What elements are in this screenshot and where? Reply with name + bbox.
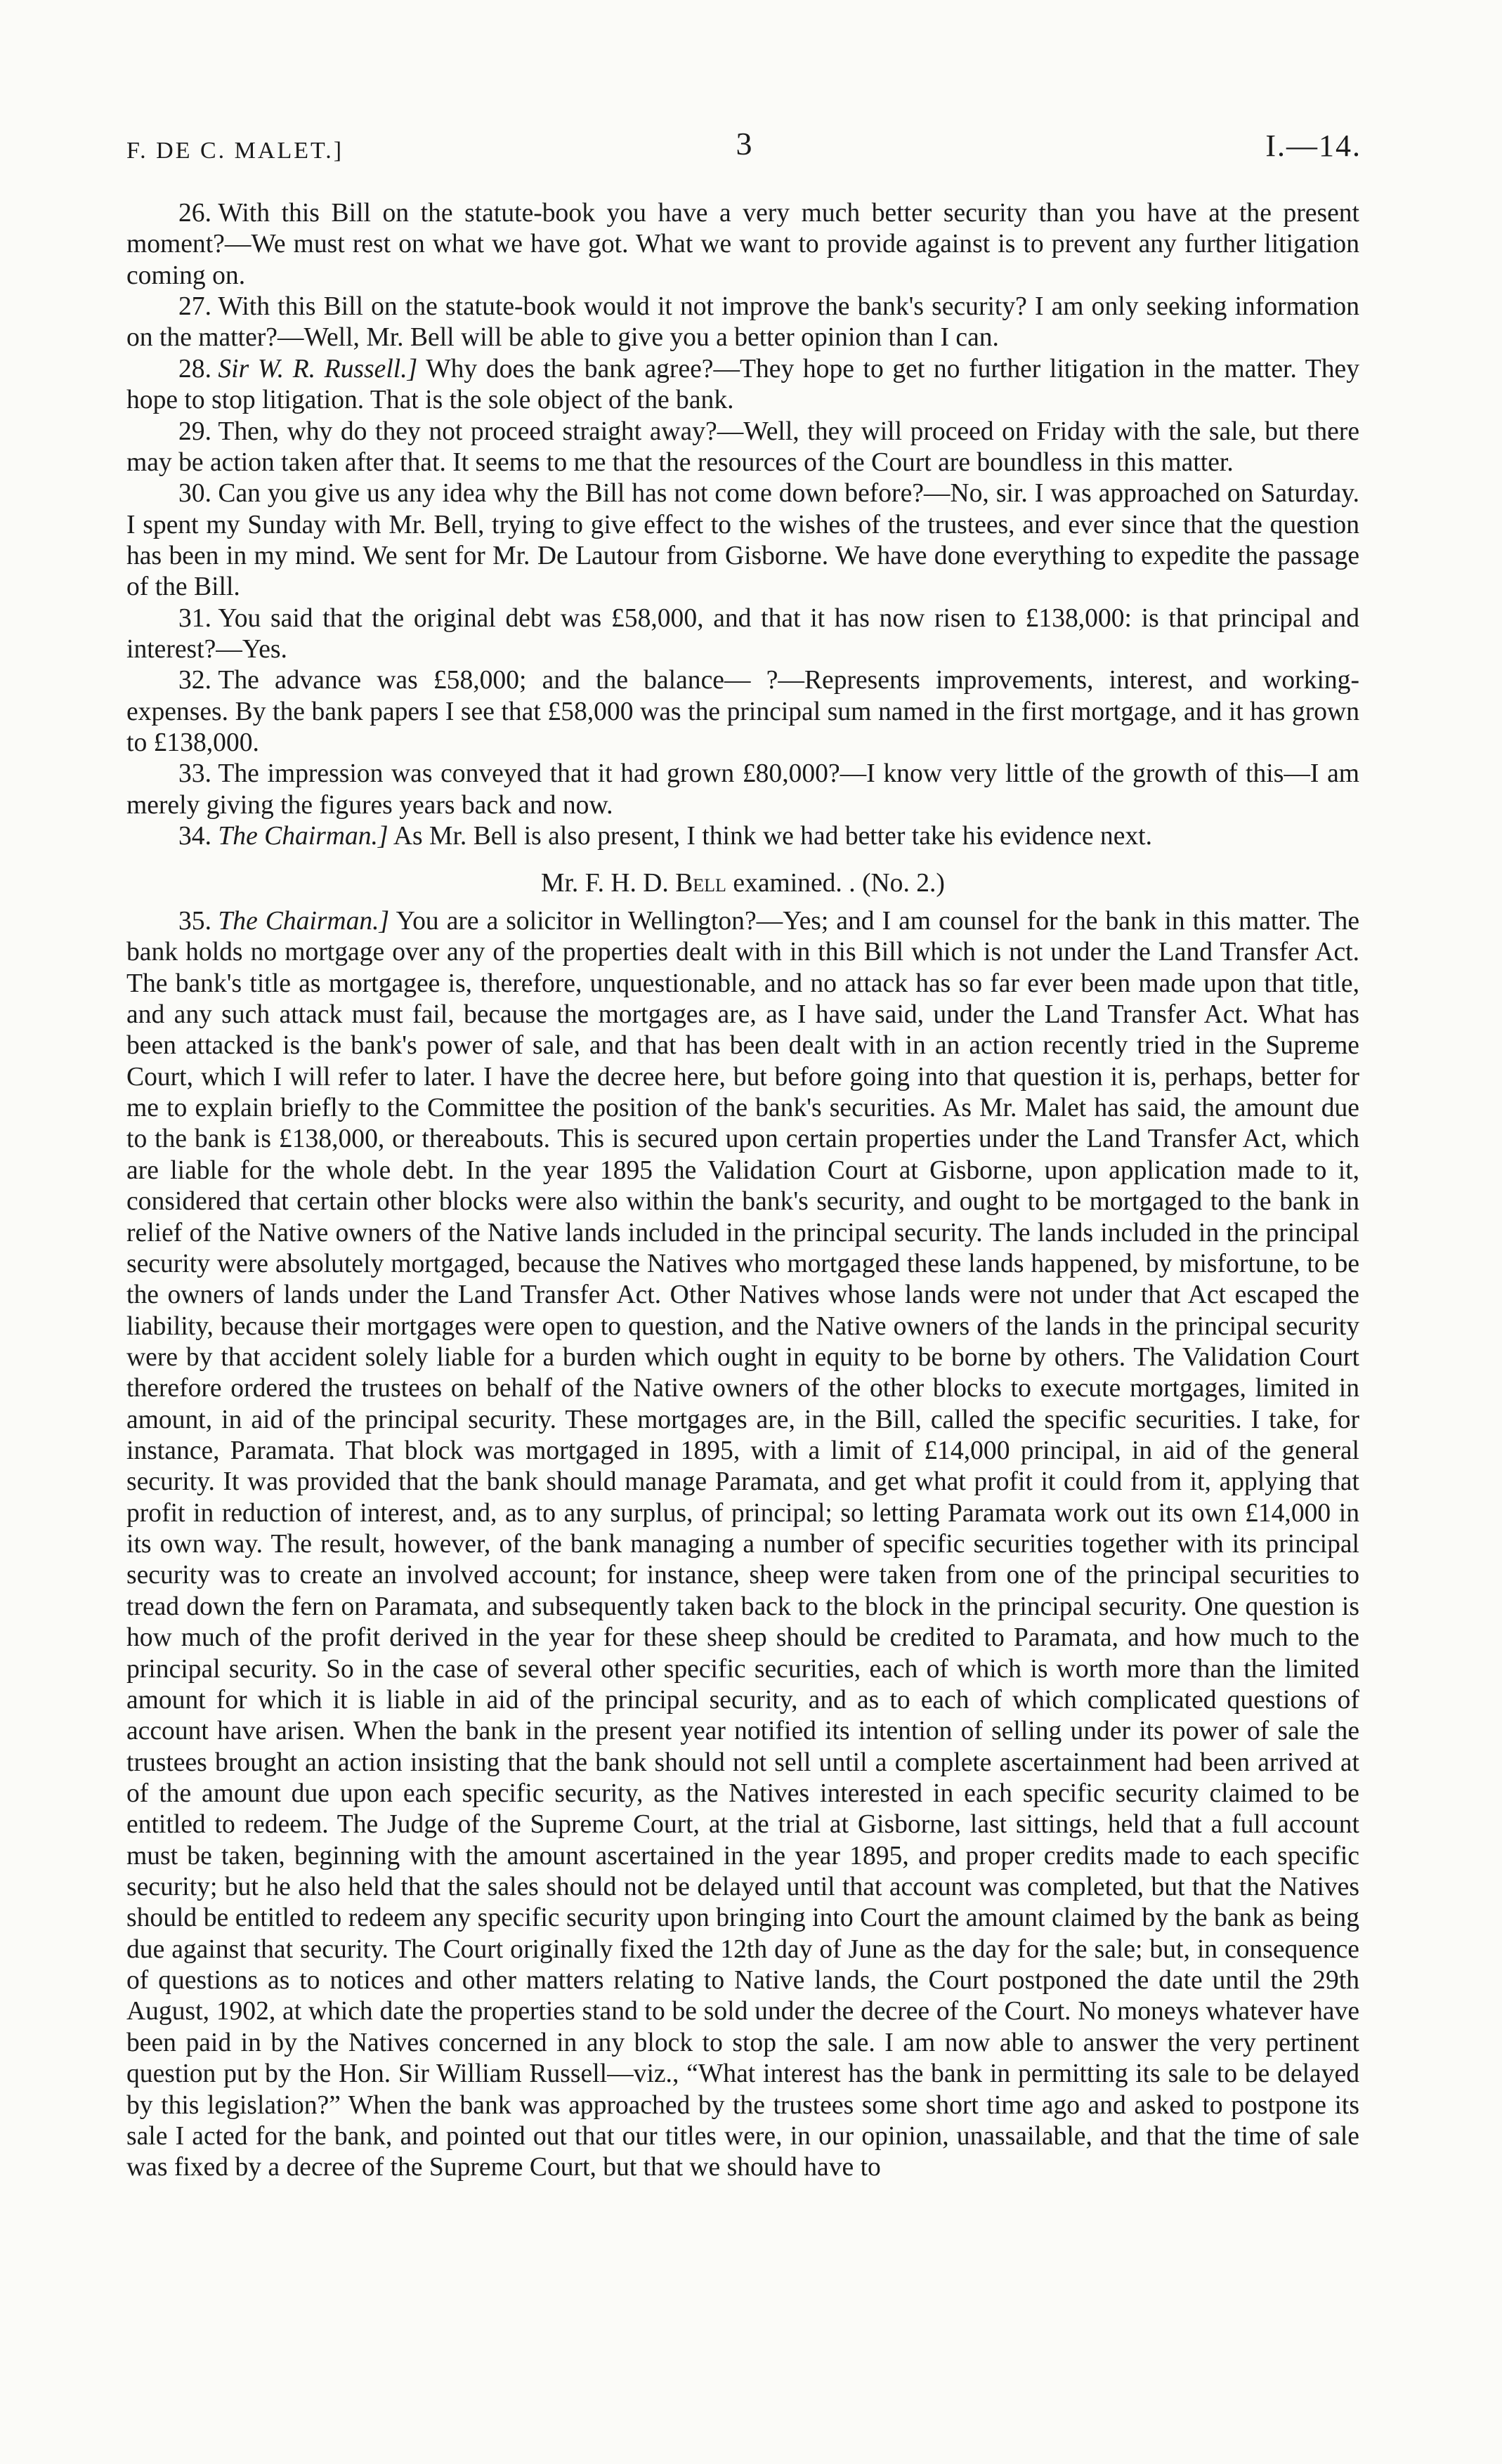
page-number: 3: [736, 126, 752, 162]
paper-reference: I.—14.: [1265, 129, 1361, 163]
speaker-label: The Chairman.]: [218, 822, 388, 851]
question-30: 30. Can you give us any idea why the Bill has not come down before?—No, sir. I was approached on Saturday. I spent my Sunday with Mr. Bell, trying to give effect to the wishes of the trustees, and ever since that the question has been in my mind. We sent for Mr. De Lautour from Gisborne. We have done everything to expedite the passage of the Bill.: [126, 479, 1359, 602]
witness-heading: Mr. F. H. D. Bell examined. . (No. 2.): [541, 868, 945, 898]
question-28: 28. Sir W. R. Russell.] Why does the bank agree?—They hope to get no further litigation in the matter. They hope to stop litigation. That is the sole object of the bank.: [126, 354, 1359, 415]
speaker-label: The Chairman.]: [218, 906, 390, 936]
witness-surname: Bell: [675, 868, 726, 898]
question-32: 32. The advance was £58,000; and the balance— ?—Represents improvements, interest, and working-expenses. By the bank papers I see that £58,000 was the principal sum named in the first mortgage, and it has grown to £138,000.: [126, 666, 1359, 758]
question-31: 31. You said that the original debt was £58,000, and that it has now risen to £138,000: is that principal and interest?—Yes.: [126, 603, 1359, 664]
question-29: 29. Then, why do they not proceed straight away?—Well, they will proceed on Friday with the sale, but there may be action taken after that. It seems to me that the resources of the Court are boundless in this matter.: [126, 417, 1359, 477]
question-27: 27. With this Bill on the statute-book would it not improve the bank's security? I am only seeking information on the matter?—Well, Mr. Bell will be able to give you a better opinion than I can.: [126, 292, 1359, 353]
evidence-text: [126, 198, 1359, 2184]
question-34: 34. The Chairman.] As Mr. Bell is also present, I think we had better take his evidence next.: [178, 822, 1153, 851]
page-header: [126, 118, 1361, 167]
header-witness: F. DE C. MALET.]: [126, 138, 344, 164]
speaker-label: Sir W. R. Russell.]: [218, 354, 418, 384]
question-33: 33. The impression was conveyed that it had grown £80,000?—I know very little of the growth of this—I am merely giving the figures years back and now.: [126, 759, 1359, 820]
question-35: 35. The Chairman.] You are a solicitor in Wellington?—Yes; and I am counsel for the bank in this matter. The bank holds no mortgage over any of the properties dealt with in this Bill which is not under the Land Transfer Act. The bank's title as mortgagee is, therefore, unquestionable, and no attack has so far ever been made upon that title, and any such attack must fail, because the mortgages are, as I have said, under the Land Transfer Act. What has been attacked is the bank's power of sale, and that has been dealt with in an action recently tried in the Supreme Court, which I will refer to later. I have the decree here, but before going into that question it is, perhaps, better for me to explain briefly to the Committee the position of the bank's securities. As Mr. Malet has said, the amount due to the bank is £138,000, or thereabouts. This is secured upon certain properties under the Land Transfer Act, which are liable for the whole debt. In the year 1895 the Validation Court at Gisborne, upon application made to it, considered that certain other blocks were also within the bank's security, and ought to be mortgaged to the bank in relief of the Native owners of the Native lands included in the principal security. The lands included in the principal security were absolutely mortgaged, because the Natives who mortgaged these lands happened, by misfortune, to be the owners of lands under the Land Transfer Act. Other Natives whose lands were not under that Act escaped the liability, because their mortgages were open to question, and the Native owners of the lands in the principal security were by that accident solely liable for a burden which ought in equity to be borne by others. The Validation Court therefore ordered the trustees on behalf of the Native owners of the other blocks to execute mortgages, limited in amount, in aid of the principal security. These mortgages are, in the Bill, called the specific securities. I take, for instance, Paramata. That block was mortgaged in 1895, with a limit of £14,000 principal, in aid of the general security. It was provided that the bank should manage Paramata, and get what profit it could from it, applying that profit in reduction of interest, and, as to any surplus, of principal; so letting Paramata work out its own £14,000 in its own way. The result, however, of the bank managing a number of specific securities together with its principal security was to create an involved account; for instance, sheep were taken from one of the principal securities to tread down the fern on Paramata, and subsequently taken back to the block in the principal security. One question is how much of the profit derived in the year for these sheep should be credited to Paramata, and how much to the principal security. So in the case of several other specific securities, each of which is worth more than the limited amount for which it is liable in aid of the principal security, and as to each of which complicated questions of account have arisen. When the bank in the present year notified its intention of selling under its power of sale the trustees brought an action insisting that the bank should not sell until a complete ascertainment had been arrived at of the amount due upon each specific security, as the Natives interested in each specific security claimed to be entitled to redeem. The Judge of the Supreme Court, at the trial at Gisborne, last sittings, held that a full account must be taken, beginning with the amount ascertained in the year 1895, and proper credits made to each specific security; but he also held that the sales should not be delayed until that account was completed, but that the Natives should be entitled to redeem any specific security upon bringing into Court the amount claimed by the bank as being due against that security. The Court originally fixed the 12th day of June as the day for the sale; but, in consequence of questions as to notices and other matters relating to Native lands, the Court postponed the date until the 29th August, 1902, at which date the properties stand to be sold under the decree of the Court. No moneys whatever have been paid in by the Natives concerned in any block to stop the sale. I am now able to answer the very pertinent question put by the Hon. Sir William Russell—viz., “What interest has the bank in permitting its sale to be delayed by this legislation?” When the bank was approached by the trustees some short time ago and asked to postpone its sale I acted for the bank, and pointed out that our titles were, in our opinion, unassailable, and that the time of sale was fixed by a decree of the Supreme Court, but that we should have to: [126, 906, 1360, 2182]
question-26: 26. With this Bill on the statute-book you have a very much better security than you have at the present moment?—We must rest on what we have got. What we want to provide against is to prevent any further litigation coming on.: [126, 199, 1359, 290]
